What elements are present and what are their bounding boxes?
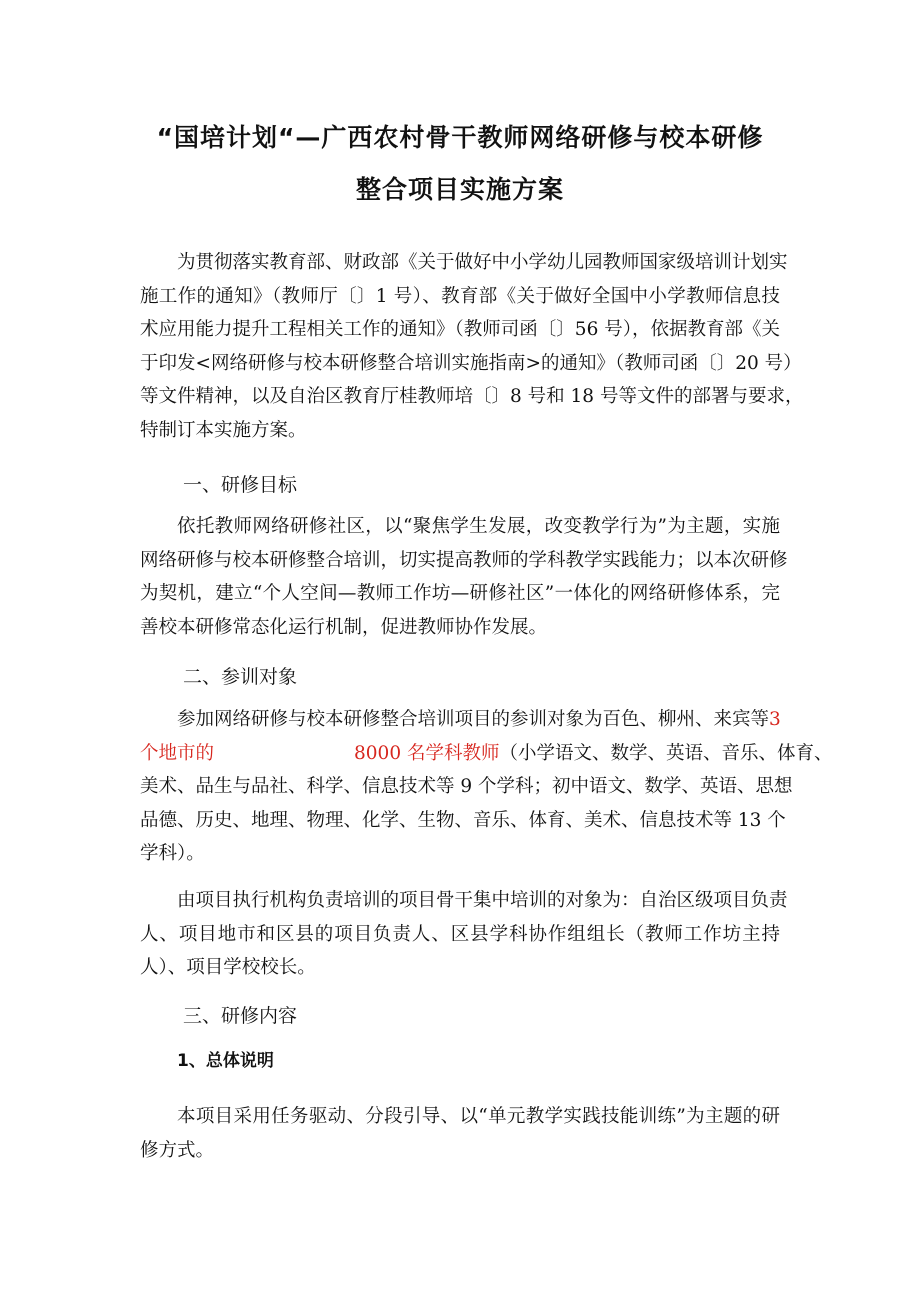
intro-line: 术应用能力提升工程相关工作的通知》（教师司函〔〕56 号），依据教育部《关 [140, 319, 780, 340]
section-heading-content: 三、研修内容 [183, 1005, 298, 1027]
participants-line: 学科）。 [140, 843, 205, 864]
participants-line: 美术、品生与品社、科学、信息技术等 9 个学科；初中语文、数学、英语、思想 [140, 776, 793, 797]
intro-line: 于印发<网络研修与校本研修整合培训实施指南>的通知》（教师司函〔〕20 号） [140, 352, 802, 374]
content-line: 本项目采用任务驱动、分段引导、以“单元教学实践技能训练”为主题的研 [177, 1106, 780, 1127]
highlight-teacher-count: 8000 名学科教师 [354, 742, 500, 764]
goals-line: 网络研修与校本研修整合培训，切实提高教师的学科教学实践能力；以本次研修 [140, 549, 788, 571]
intro-line: 施工作的通知》（教师厅〔〕1 号）、教育部《关于做好全国中小学教师信息技 [140, 285, 780, 307]
goals-line: 为契机，建立“个人空间—教师工作坊—研修社区”一体化的网络研修体系，完 [140, 583, 780, 604]
backbone-line: 人）、项目学校校长。 [140, 957, 316, 978]
content-paragraph [140, 1100, 780, 1167]
goals-line: 依托教师网络研修社区，以“聚焦学生发展，改变教学行为”为主题，实施 [177, 516, 780, 537]
subheading-overview: 1、总体说明 [177, 1051, 274, 1071]
document-title-line-1: “国培计划“—广西农村骨干教师网络研修与校本研修 [156, 123, 764, 152]
participants-line [140, 737, 833, 771]
intro-line: 为贯彻落实教育部、财政部《关于做好中小学幼儿园教师国家级培训计划实 [177, 252, 788, 273]
backbone-line: 由项目执行机构负责培训的项目骨干集中培训的对象为：自治区级项目负责 [177, 890, 788, 911]
goals-paragraph [140, 510, 788, 644]
highlight-city-count: 3 [769, 709, 781, 730]
document-title-line-2: 整合项目实施方案 [355, 175, 564, 204]
backbone-line: 人、项目地市和区县的项目负责人、区县学科协作组组长（教师工作坊主持 [140, 923, 780, 945]
participants-line: 品德、历史、地理、物理、化学、生物、音乐、体育、美术、信息技术等 13 个 [140, 809, 786, 831]
content-line: 修方式。 [140, 1139, 215, 1161]
backbone-paragraph [140, 884, 788, 985]
intro-paragraph [140, 246, 804, 447]
participants-line [140, 703, 780, 737]
participants-line-text: 参加网络研修与校本研修整合培训项目的参训对象为百色、柳州、来宾等 [177, 709, 770, 730]
section-heading-participants: 二、参训对象 [183, 666, 298, 688]
intro-line: 等文件精神，以及自治区教育厅桂教师培〔〕8 号和 18 号等文件的部署与要求， [140, 386, 804, 407]
highlight-cities: 个地市的 [140, 742, 215, 764]
participants-line-text: （小学语文、数学、英语、音乐、体育、 [499, 742, 833, 764]
intro-line: 特制订本实施方案。 [140, 419, 307, 441]
section-heading-goals: 一、研修目标 [183, 474, 298, 496]
participants-paragraph [140, 703, 833, 871]
goals-line: 善校本研修常态化运行机制，促进教师协作发展。 [140, 616, 548, 638]
